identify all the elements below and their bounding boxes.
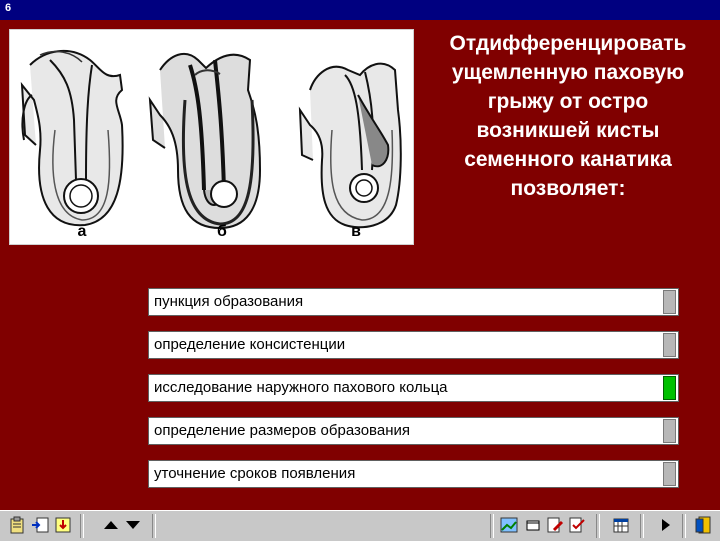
import-icon[interactable] (54, 516, 72, 534)
answer-option-3[interactable] (148, 374, 679, 402)
question-line: возникшей кисты (476, 119, 660, 142)
diagram-panel-c (300, 64, 401, 228)
toolbar-separator (152, 514, 156, 538)
question-line: семенного канатика (464, 148, 672, 171)
answer-label: пункция образования (154, 293, 304, 310)
play-icon[interactable] (656, 516, 674, 534)
question-line: грыжу от остро (487, 90, 649, 113)
exit-icon[interactable] (694, 516, 712, 534)
answer-indicator[interactable] (663, 462, 676, 486)
diagram-label-a: а (77, 223, 87, 240)
answer-indicator[interactable] (663, 290, 676, 314)
edit-icon[interactable] (546, 516, 564, 534)
answer-indicator[interactable] (663, 333, 676, 357)
toolbar-separator (596, 514, 600, 538)
export-icon[interactable] (31, 516, 49, 534)
hernia-illustration (9, 29, 414, 245)
answer-label: определение размеров образования (154, 422, 410, 439)
toolbar-separator (80, 514, 84, 538)
question-line: ущемленную паховую (451, 61, 685, 84)
question-line: Отдифференцировать (449, 32, 687, 55)
title-bar (0, 0, 720, 20)
toolbar-separator (640, 514, 644, 538)
bottom-toolbar (0, 510, 720, 541)
edit-check-icon[interactable] (568, 516, 586, 534)
diagram-label-b: б (217, 223, 227, 240)
chart-icon[interactable] (500, 516, 518, 534)
window-icon[interactable] (524, 516, 542, 534)
diagram-label-c: в (351, 223, 361, 240)
answer-option-1[interactable] (148, 288, 679, 316)
calendar-icon[interactable] (612, 516, 630, 534)
answer-option-2[interactable] (148, 331, 679, 359)
hernia-diagram-svg (10, 30, 413, 244)
diagram-panel-a (22, 51, 123, 225)
diagram-panel-b (150, 54, 260, 228)
answer-option-5[interactable] (148, 460, 679, 488)
toolbar-separator (490, 514, 494, 538)
answer-label: исследование наружного пахового кольца (154, 379, 448, 396)
answer-indicator[interactable] (663, 376, 676, 400)
window-title: 6 (5, 2, 12, 14)
question-line: позволяет: (510, 177, 626, 200)
answer-label: определение консистенции (154, 336, 346, 353)
arrow-down-icon[interactable] (124, 516, 142, 534)
toolbar-separator (682, 514, 686, 538)
answer-option-4[interactable] (148, 417, 679, 445)
arrow-up-icon[interactable] (102, 516, 120, 534)
clipboard-icon[interactable] (8, 516, 26, 534)
question-text (423, 29, 713, 203)
answer-label: уточнение сроков появления (154, 465, 356, 482)
answer-indicator[interactable] (663, 419, 676, 443)
